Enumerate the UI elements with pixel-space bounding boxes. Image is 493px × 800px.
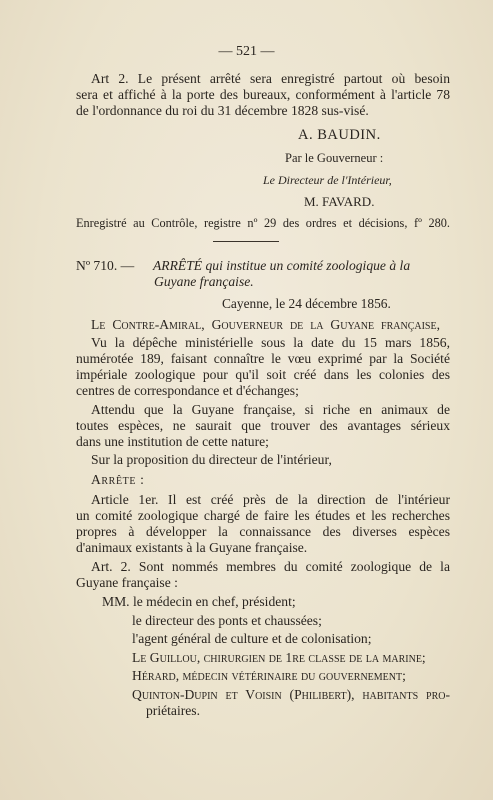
member-2: le directeur des ponts et chaussées; xyxy=(132,613,322,628)
member-1: MM. le médecin en chef, président; xyxy=(102,594,296,609)
decree-title-line-1: ARRÊTÉ qui institue un comité zoologique à la xyxy=(153,258,411,273)
member-4: Le Guillou, chirurgien de 1re classe de la marine; xyxy=(132,650,426,665)
art2-line-3: de l'ordonnance du roi du 31 décembre 1828 sus-visé. xyxy=(76,103,369,118)
attendu-line-3: dans une institution de cette nature; xyxy=(76,434,269,449)
attendu-line-1: Attendu que la Guyane française, si riche en animaux de xyxy=(91,402,450,417)
sur-proposition: Sur la proposition du directeur de l'intérieur, xyxy=(91,452,332,467)
article2-line-1: Art. 2. Sont nommés membres du comité zoologique de la xyxy=(91,559,450,574)
vu-line-3: impériale zoologique pour qu'il soit créé dans les colonies des xyxy=(76,367,450,382)
art2-line-2: sera et affiché à la porte des bureaux, conformément à l'article 78 xyxy=(76,87,450,102)
vu-line-1: Vu la dépêche ministérielle sous la date du 15 mars 1856, xyxy=(91,335,450,350)
separator-rule xyxy=(213,241,279,242)
registration-line: Enregistré au Contrôle, registre nº 29 des ordres et décisions, fº 280. xyxy=(76,216,450,230)
member-3: l'agent général de culture et de colonisation; xyxy=(132,631,372,646)
director-name: M. FAVARD. xyxy=(304,194,375,209)
preamble: Le Contre-Amiral, Gouverneur de la Guyane française, xyxy=(91,317,440,332)
director-title: Le Directeur de l'Intérieur, xyxy=(263,173,392,187)
by-governor: Par le Gouverneur : xyxy=(285,151,384,165)
article1-line-3: propres à développer la connaissance des diverses espèces xyxy=(76,524,450,539)
place-date: Cayenne, le 24 décembre 1856. xyxy=(222,296,391,311)
vu-line-4: centres de correspondance et d'échanges; xyxy=(76,383,299,398)
vu-line-2: numérotée 189, faisant connaître le vœu exprimé par la Société xyxy=(76,351,450,366)
member-5: Hérard, médecin vétérinaire du gouvernement; xyxy=(132,668,406,683)
article1-line-1: Article 1er. Il est créé près de la direction de l'intérieur xyxy=(91,492,450,507)
signer-name: A. BAUDIN. xyxy=(298,127,381,143)
arrete-heading: Arrête : xyxy=(91,472,145,487)
article2-line-2: Guyane française : xyxy=(76,575,178,590)
decree-title-line-2: Guyane française. xyxy=(154,274,254,289)
page-number: — 521 — xyxy=(218,44,275,59)
member-7: priétaires. xyxy=(146,703,200,718)
article1-line-2: un comité zoologique chargé de faire les études et les recherches xyxy=(76,508,450,523)
decree-number: Nº 710. — xyxy=(76,258,135,273)
attendu-line-2: toutes espèces, ne saurait que trouver des avantages sérieux xyxy=(76,418,450,433)
article1-line-4: d'animaux existants à la Guyane française. xyxy=(76,540,308,555)
art2-line-1: Art 2. Le présent arrêté sera enregistré partout où besoin xyxy=(91,71,450,86)
member-6: Quinton-Dupin et Voisin (Philibert), habitants pro- xyxy=(132,687,450,702)
